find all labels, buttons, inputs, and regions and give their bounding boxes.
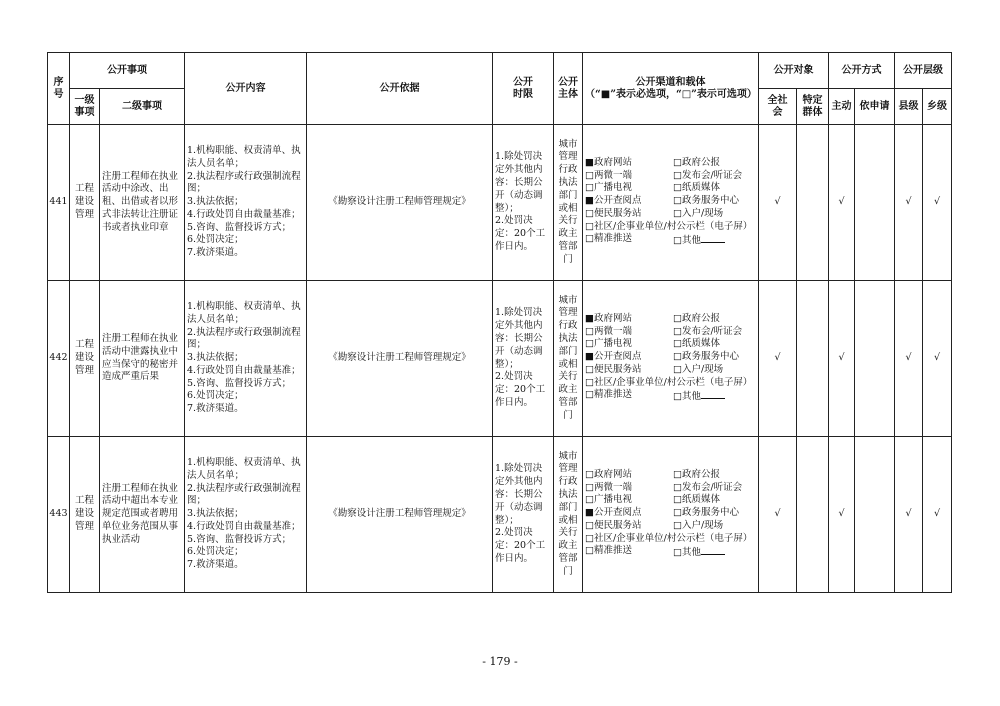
level2-text: 注册工程师在执业活动中超出本专业规定范围或者聘用单位业务范围从事执业活动 [102, 482, 179, 545]
content-cell [185, 437, 307, 593]
level1-text: 工程建设管理 [74, 495, 94, 532]
content-line: 1.机构职能、权责清单、执法人员名单； [187, 456, 301, 481]
level1-item [70, 437, 100, 593]
header-level: 公开层级 [895, 53, 952, 89]
channel-item: □政府公报 [673, 156, 720, 168]
level-town-cell [923, 125, 952, 281]
subject-text: 城市管理行政执法部门或相关行政主管部门 [558, 138, 578, 265]
time-limit-line: 2.处罚决定：20个工作日内。 [495, 371, 546, 408]
level1-item [70, 281, 100, 437]
header-target: 公开对象 [759, 53, 829, 89]
content-line: 4.行政处罚自由裁量基准； [187, 520, 301, 532]
channel-cell [583, 125, 759, 281]
channel-item: □便民服务站 [585, 519, 642, 531]
blank-line [701, 233, 725, 243]
channel-item: □发布会/听证会 [673, 325, 743, 337]
channel-item: □发布会/听证会 [673, 169, 743, 181]
basis-cell [307, 437, 493, 593]
time-limit-line: 1.除处罚决定外其他内容：长期公开（动态调整）； [495, 151, 543, 214]
content-line: 4.行政处罚自由裁量基准； [187, 364, 301, 376]
check-mark: √ [933, 352, 941, 364]
content-line: 5.咨询、监督投诉方式； [187, 221, 292, 233]
content-line: 6.处罚决定； [187, 234, 244, 246]
channel-item: □政府公报 [673, 312, 720, 324]
channel-item: □其他 [673, 545, 756, 560]
header-level2: 二级事项 [100, 89, 185, 125]
method-request-cell [855, 125, 895, 281]
target-all-cell [759, 125, 797, 281]
time-limit-cell [493, 125, 554, 281]
channel-item: □广播电视 [585, 494, 632, 506]
check-mark: √ [933, 196, 941, 208]
channel-cell [583, 437, 759, 593]
channel-item: □社区/企事业单位/村公示栏（电子屏） [585, 376, 753, 388]
method-active-cell [829, 125, 855, 281]
level2-text: 注册工程师在执业活动中涂改、出租、出借或者以形式非法转让注册证书或者执业印章 [102, 170, 179, 233]
blank-line [701, 389, 725, 399]
check-mark: √ [905, 352, 912, 364]
content-line: 4.行政处罚自由裁量基准； [187, 208, 301, 220]
channel-title: 公开渠道和载体 [635, 76, 706, 88]
channel-note: （“■”表示必选项，“□”表示可选项） [585, 88, 757, 100]
table-row [48, 437, 952, 593]
content-line: 3.执法依据； [187, 352, 244, 364]
time-limit-line: 2.处罚决定：20个工作日内。 [495, 215, 546, 252]
content-line: 1.机构职能、权责清单、执法人员名单； [187, 300, 301, 325]
level2-item [100, 437, 185, 593]
target-specific-cell [797, 125, 829, 281]
channel-item: □精准推送 [585, 545, 632, 557]
channel-item: □便民服务站 [585, 207, 642, 219]
content-line: 7.救济渠道。 [187, 247, 244, 259]
subject-cell [554, 125, 583, 281]
header-time-limit: 公开时限 [493, 53, 554, 125]
level1-item [70, 125, 100, 281]
row-number-text: 441 [49, 196, 68, 208]
level-county-cell [895, 125, 923, 281]
page-number: - 179 - [482, 655, 518, 668]
content-cell [185, 281, 307, 437]
header-level-county: 县级 [895, 89, 923, 125]
channel-item: ■政府网站 [585, 156, 632, 168]
channel-item: □入户/现场 [673, 519, 724, 531]
channel-item: □社区/企事业单位/村公示栏（电子屏） [585, 532, 753, 544]
row-number [48, 437, 70, 593]
content-line: 5.咨询、监督投诉方式； [187, 377, 292, 389]
check-mark: √ [838, 352, 845, 364]
subject-cell [554, 437, 583, 593]
time-limit-line: 1.除处罚决定外其他内容：长期公开（动态调整）； [495, 307, 543, 370]
check-mark: √ [774, 196, 781, 208]
level-town-cell [923, 437, 952, 593]
method-request-cell [855, 437, 895, 593]
table-row [48, 125, 952, 281]
channel-item: □其他 [673, 389, 756, 404]
channel-item: □政府公报 [673, 468, 720, 480]
basis-text: 《勘察设计注册工程师管理规定》 [328, 352, 471, 364]
header-level1: 一级事项 [70, 89, 100, 125]
channel-item: ■政府网站 [585, 312, 632, 324]
basis-cell [307, 281, 493, 437]
level1-text: 工程建设管理 [74, 339, 94, 376]
row-number [48, 125, 70, 281]
header-subject: 公开主体 [554, 53, 583, 125]
header-seq: 序号 [48, 53, 70, 125]
channel-item: ■公开查阅点 [585, 351, 642, 363]
channel-item: ■公开查阅点 [585, 507, 642, 519]
channel-item: □纸质媒体 [673, 182, 720, 194]
target-specific-cell [797, 437, 829, 593]
channel-item: □入户/现场 [673, 363, 724, 375]
check-mark: √ [838, 196, 845, 208]
level-county-cell [895, 437, 923, 593]
level2-item [100, 281, 185, 437]
channel-item: □发布会/听证会 [673, 481, 743, 493]
channel-item: □广播电视 [585, 338, 632, 350]
check-mark: √ [774, 508, 781, 520]
row-number-text: 443 [49, 508, 68, 520]
basis-text: 《勘察设计注册工程师管理规定》 [328, 508, 471, 520]
method-request-cell [855, 281, 895, 437]
content-line: 2.执法程序或行政强制流程图； [187, 170, 301, 195]
disclosure-table [47, 52, 952, 593]
level2-text: 注册工程师在执业活动中泄露执业中应当保守的秘密并造成严重后果 [102, 332, 179, 383]
content-line: 3.执法依据； [187, 508, 244, 520]
header-target-specific: 特定群体 [797, 89, 829, 125]
check-mark: √ [774, 352, 781, 364]
level-town-cell [923, 281, 952, 437]
content-cell [185, 125, 307, 281]
row-number-text: 442 [49, 352, 68, 364]
header-method: 公开方式 [829, 53, 895, 89]
level1-text: 工程建设管理 [74, 183, 94, 220]
channel-item: □两微一端 [585, 169, 632, 181]
content-line: 6.处罚决定； [187, 546, 244, 558]
header-items: 公开事项 [70, 53, 185, 89]
channel-item: □广播电视 [585, 182, 632, 194]
method-active-cell [829, 437, 855, 593]
check-mark: √ [933, 508, 941, 520]
channel-item: □纸质媒体 [673, 338, 720, 350]
subject-text: 城市管理行政执法部门或相关行政主管部门 [558, 450, 578, 577]
target-specific-cell [797, 281, 829, 437]
channel-item: □两微一端 [585, 481, 632, 493]
channel-item: □政务服务中心 [673, 507, 739, 519]
table-row [48, 281, 952, 437]
basis-text: 《勘察设计注册工程师管理规定》 [328, 196, 471, 208]
content-line: 5.咨询、监督投诉方式； [187, 533, 292, 545]
channel-item: ■公开查阅点 [585, 195, 642, 207]
channel-item: □纸质媒体 [673, 494, 720, 506]
header-level-town: 乡级 [923, 89, 952, 125]
header-method-request: 依申请 [855, 89, 895, 125]
level-county-cell [895, 281, 923, 437]
content-line: 1.机构职能、权责清单、执法人员名单； [187, 144, 301, 169]
channel-item: □入户/现场 [673, 207, 724, 219]
level2-item [100, 125, 185, 281]
header-content: 公开内容 [185, 53, 307, 125]
content-line: 3.执法依据； [187, 196, 244, 208]
header-method-active: 主动 [829, 89, 855, 125]
channel-item: □精准推送 [585, 233, 632, 245]
time-limit-cell [493, 437, 554, 593]
header-target-all: 全社会 [759, 89, 797, 125]
subject-cell [554, 281, 583, 437]
check-mark: √ [905, 508, 912, 520]
method-active-cell [829, 281, 855, 437]
blank-line [701, 545, 725, 555]
header-basis: 公开依据 [307, 53, 493, 125]
target-all-cell [759, 281, 797, 437]
target-all-cell [759, 437, 797, 593]
channel-item: □其他 [673, 233, 756, 248]
channel-item: □精准推送 [585, 389, 632, 401]
channel-item: □政府网站 [585, 468, 632, 480]
channel-cell [583, 281, 759, 437]
channel-item: □政务服务中心 [673, 351, 739, 363]
subject-text: 城市管理行政执法部门或相关行政主管部门 [558, 294, 578, 421]
content-line: 2.执法程序或行政强制流程图； [187, 326, 301, 351]
time-limit-line: 1.除处罚决定外其他内容：长期公开（动态调整）； [495, 463, 543, 526]
content-line: 7.救济渠道。 [187, 559, 244, 571]
time-limit-cell [493, 281, 554, 437]
time-limit-line: 2.处罚决定：20个工作日内。 [495, 527, 546, 564]
channel-item: □两微一端 [585, 325, 632, 337]
check-mark: √ [838, 508, 845, 520]
content-line: 7.救济渠道。 [187, 403, 244, 415]
content-line: 2.执法程序或行政强制流程图； [187, 482, 301, 507]
row-number [48, 281, 70, 437]
channel-item: □社区/企事业单位/村公示栏（电子屏） [585, 220, 753, 232]
check-mark: √ [905, 196, 912, 208]
channel-item: □便民服务站 [585, 363, 642, 375]
content-line: 6.处罚决定； [187, 390, 244, 402]
header-channel [583, 53, 759, 125]
channel-item: □政务服务中心 [673, 195, 739, 207]
basis-cell [307, 125, 493, 281]
